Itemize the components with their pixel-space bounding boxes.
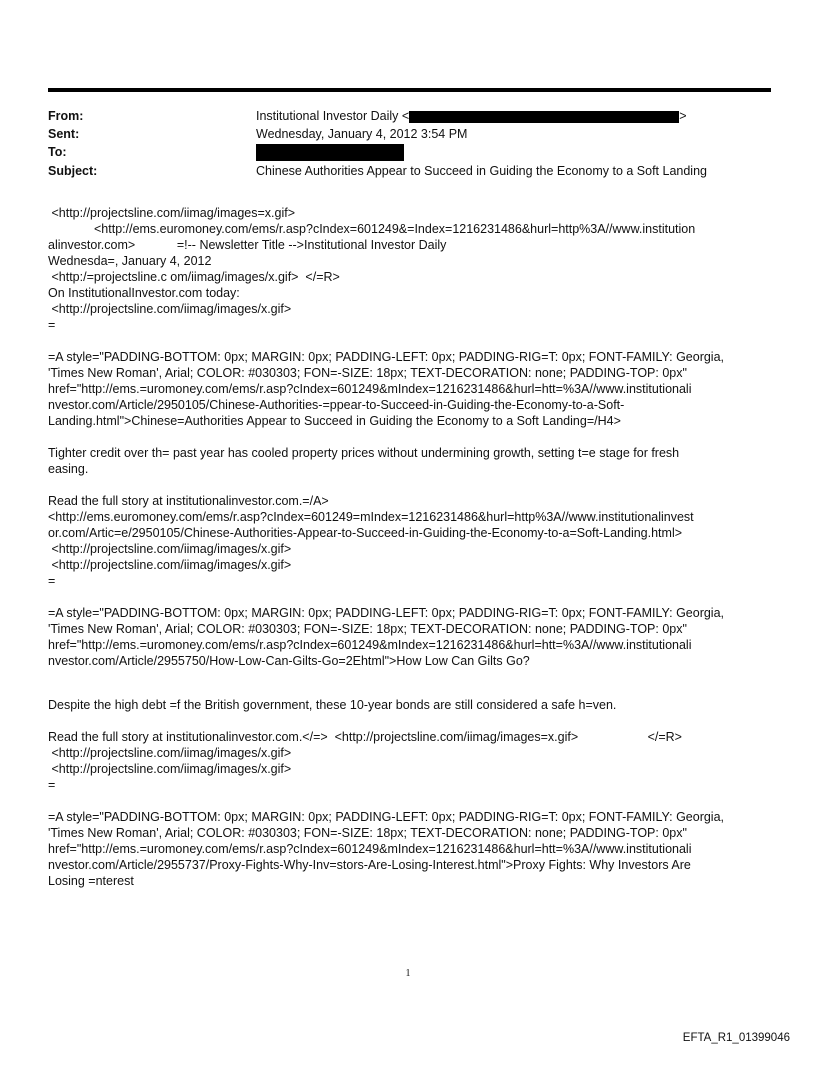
body-line: <http:/=projectsline.c om/iimag/images/x.gif> </=R> (48, 270, 340, 284)
body-line: alinvestor.com> =!-- Newsletter Title -->Institutional Investor Daily (48, 238, 447, 252)
sent-label: Sent: (48, 127, 80, 141)
body-line: <http://projectsline.com/iimag/images=x.gif> (48, 206, 296, 220)
body-line: nvestor.com/Article/2955737/Proxy-Fights-Why-Inv=stors-Are-Losing-Interest.html">Proxy Fights: Why Investors Are (48, 858, 691, 872)
from-value (256, 108, 687, 124)
body-line: =A style="PADDING-BOTTOM: 0px; MARGIN: 0px; PADDING-LEFT: 0px; PADDING-RIG=T: 0px; FONT-FAMILY: Georgia, (48, 350, 725, 364)
subject-label: Subject: (48, 164, 98, 178)
body-line: Despite the high debt =f the British government, these 10-year bonds are still considered a safe h=ven. (48, 698, 617, 712)
body-line: Landing.html">Chinese=Authorities Appear to Succeed in Guiding the Economy to a Soft Landing=/H4> (48, 414, 621, 428)
body-line: <http://ems.euromoney.com/ems/r.asp?cIndex=601249=mIndex=1216231486&hurl=http%3A//www.institutionalinvest (48, 510, 694, 524)
body-line: =A style="PADDING-BOTTOM: 0px; MARGIN: 0px; PADDING-LEFT: 0px; PADDING-RIG=T: 0px; FONT-FAMILY: Georgia, (48, 810, 725, 824)
body-line: = (48, 318, 56, 332)
body-line: nvestor.com/Article/2955750/How-Low-Can-Gilts-Go=2Ehtml">How Low Can Gilts Go? (48, 654, 530, 668)
body-line: Tighter credit over th= past year has cooled property prices without undermining growth, setting t=e stage for fresh (48, 446, 680, 460)
subject-value: Chinese Authorities Appear to Succeed in Guiding the Economy to a Soft Landing (256, 164, 707, 178)
from-sender: Institutional Investor Daily < (256, 109, 410, 123)
header-divider (48, 88, 771, 92)
body-line: = (48, 778, 56, 792)
body-line: Read the full story at institutionalinvestor.com.=/A> (48, 494, 329, 508)
body-line: On InstitutionalInvestor.com today: (48, 286, 240, 300)
body-line: href="http://ems.=uromoney.com/ems/r.asp?cIndex=601249&mIndex=1216231486&hurl=htt=%3A//www.institutionali (48, 382, 692, 396)
from-close: > (679, 109, 687, 123)
body-line: easing. (48, 462, 89, 476)
page-number: 1 (405, 968, 411, 979)
body-line: Losing =nterest (48, 874, 134, 888)
body-line: or.com/Artic=e/2950105/Chinese-Authorities-Appear-to-Succeed-in-Guiding-the-Economy-to-a=Soft-Landing.html> (48, 526, 683, 540)
body-line: 'Times New Roman', Arial; COLOR: #030303; FON=-SIZE: 18px; TEXT-DECORATION: none; PADDING-TOP: 0px" (48, 826, 687, 840)
body-line: 'Times New Roman', Arial; COLOR: #030303; FON=-SIZE: 18px; TEXT-DECORATION: none; PADDING-TOP: 0px" (48, 622, 687, 636)
to-value (256, 144, 404, 161)
body-line: <http://projectsline.com/iimag/images/x.gif> (48, 762, 292, 776)
body-line: <http://projectsline.com/iimag/images/x.gif> (48, 542, 292, 556)
body-line: href="http://ems.=uromoney.com/ems/r.asp?cIndex=601249&mIndex=1216231486&hurl=htt=%3A//www.institutionali (48, 638, 692, 652)
body-line: Read the full story at institutionalinvestor.com.</=> <http://projectsline.com/iimag/images=x.gif> </=R> (48, 730, 682, 744)
body-line: href="http://ems.=uromoney.com/ems/r.asp?cIndex=601249&mIndex=1216231486&hurl=htt=%3A//www.institutionali (48, 842, 692, 856)
redaction-box (409, 111, 679, 123)
body-line: 'Times New Roman', Arial; COLOR: #030303; FON=-SIZE: 18px; TEXT-DECORATION: none; PADDING-TOP: 0px" (48, 366, 687, 380)
from-label: From: (48, 109, 84, 123)
body-line: <http://projectsline.com/iimag/images/x.gif> (48, 746, 292, 760)
body-line: = (48, 574, 56, 588)
bates-number: EFTA_R1_01399046 (682, 1032, 790, 1044)
sent-value: Wednesday, January 4, 2012 3:54 PM (256, 127, 468, 141)
body-line: nvestor.com/Article/2950105/Chinese-Authorities-=ppear-to-Succeed-in-Guiding-the-Economy-to-a-Soft- (48, 398, 625, 412)
body-line: =A style="PADDING-BOTTOM: 0px; MARGIN: 0px; PADDING-LEFT: 0px; PADDING-RIG=T: 0px; FONT-FAMILY: Georgia, (48, 606, 725, 620)
body-line: <http://projectsline.com/iimag/images/x.gif> (48, 558, 292, 572)
to-label: To: (48, 145, 67, 159)
email-body (48, 205, 778, 889)
body-line: <http://projectsline.com/iimag/images/x.gif> (48, 302, 292, 316)
body-line: <http://ems.euromoney.com/ems/r.asp?cIndex=601249&=Index=1216231486&hurl=http%3A//www.institution (94, 222, 696, 236)
redaction-box (256, 144, 404, 161)
body-line: Wednesda=, January 4, 2012 (48, 254, 212, 268)
